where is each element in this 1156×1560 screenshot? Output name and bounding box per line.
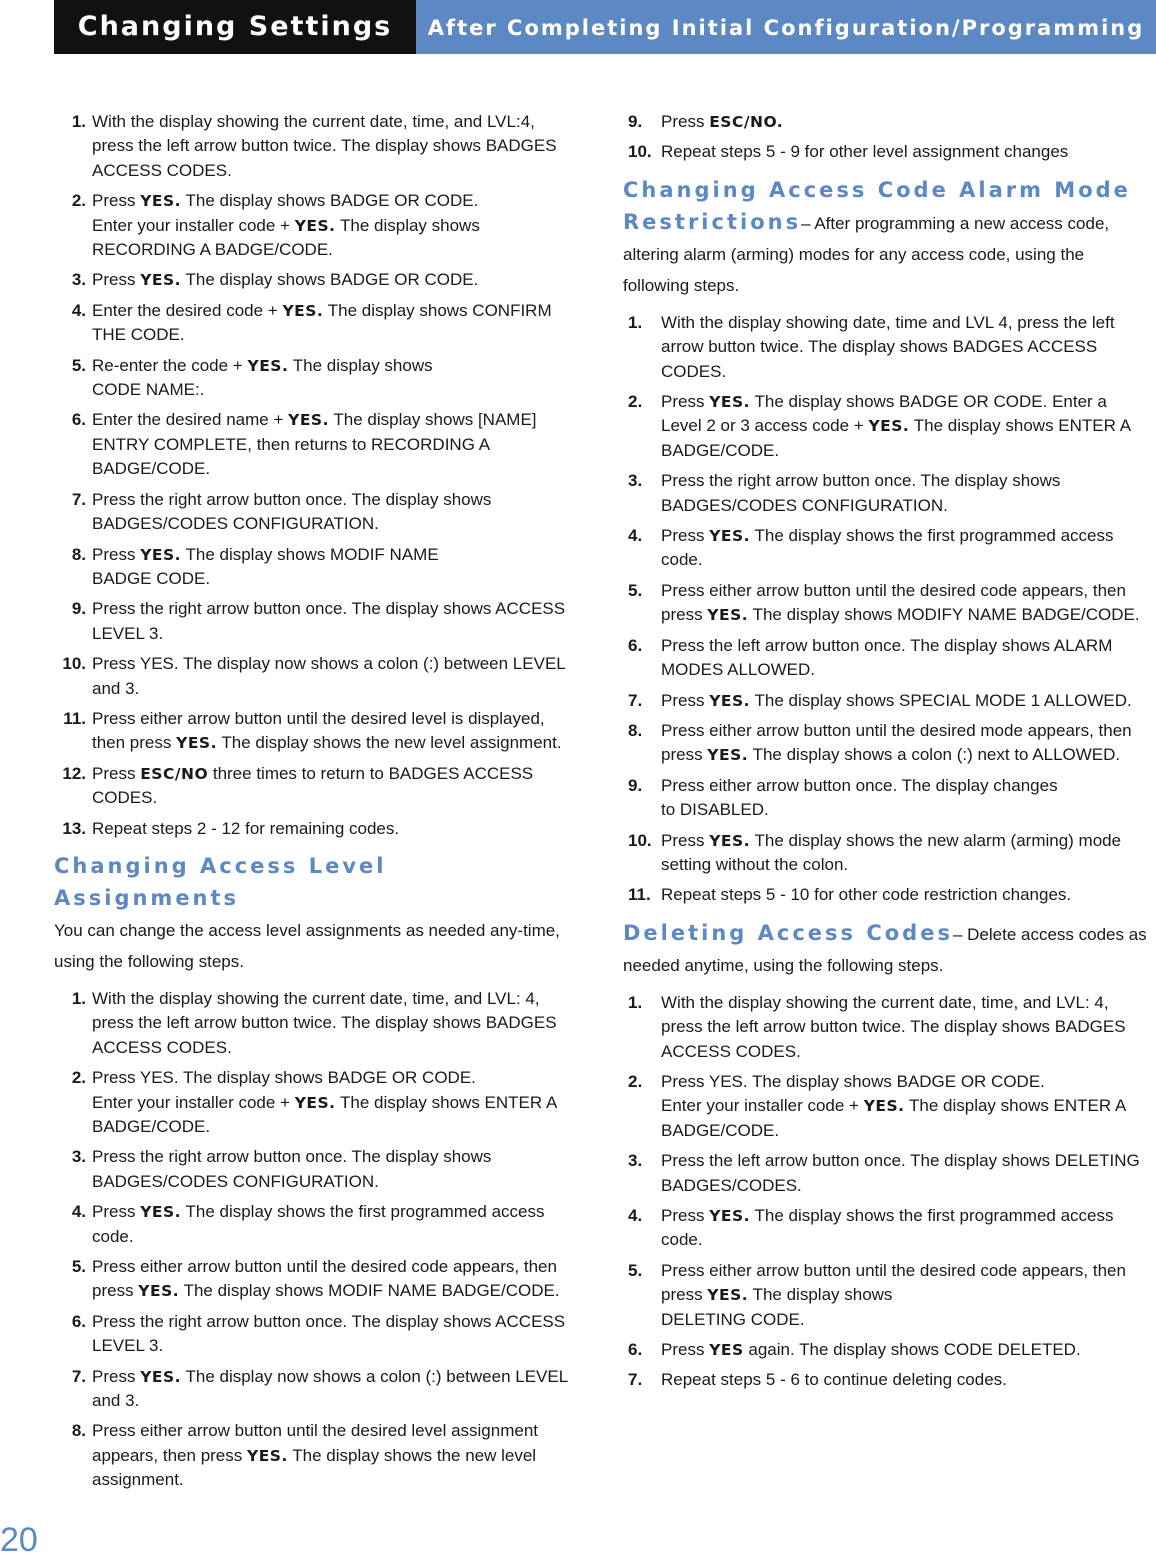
step-item bbox=[623, 579, 1151, 628]
key-label: YES. bbox=[709, 691, 751, 710]
key-label: YES. bbox=[140, 192, 182, 211]
step-item bbox=[54, 354, 578, 403]
step-text: Press bbox=[92, 544, 141, 564]
step-text: Repeat steps 5 - 9 for other level assignment changes bbox=[661, 142, 1069, 162]
step-text: The display now shows a colon (:) between LEVEL and 3. bbox=[92, 1366, 568, 1411]
step-item bbox=[623, 1204, 1151, 1253]
step-number: 6. bbox=[628, 635, 643, 655]
step-number: 9. bbox=[628, 775, 643, 795]
step-text: Press the right arrow button once. The display shows BADGES/CODES CONFIGURATION. bbox=[661, 471, 1061, 515]
step-text: Press either arrow button until the desired code appears, then press bbox=[661, 580, 1126, 625]
step-number: 3. bbox=[71, 1147, 86, 1167]
step-text: The display shows bbox=[748, 1285, 893, 1305]
step-number: 7. bbox=[71, 489, 86, 509]
step-text: With the display showing the current date, time, and LVL: 4, press the left arrow button twice. The display shows BADGES ACCESS CODES. bbox=[92, 988, 557, 1057]
key-label: YES. bbox=[294, 1093, 336, 1112]
step-item bbox=[623, 883, 1151, 907]
step-item bbox=[54, 987, 578, 1060]
step-item bbox=[54, 762, 578, 811]
step-item bbox=[54, 1066, 578, 1139]
key-label: YES. bbox=[246, 1446, 288, 1465]
step-text: Press the right arrow button once. The display shows BADGES/CODES CONFIGURATION. bbox=[92, 1147, 492, 1191]
step-number: 2. bbox=[628, 392, 643, 412]
step-text: Enter the desired name + bbox=[92, 410, 289, 430]
step-number: 3. bbox=[628, 1151, 643, 1171]
section-alarm-mode bbox=[623, 175, 1151, 301]
step-text: The display shows SPECIAL MODE 1 ALLOWED. bbox=[750, 690, 1132, 710]
section-access-level bbox=[54, 851, 578, 977]
step-text: The display shows RECORDING A BADGE/CODE. bbox=[92, 215, 480, 260]
step-text: The display shows [NAME] ENTRY COMPLETE, then returns to RECORDING A BADGE/CODE. bbox=[92, 410, 537, 479]
step-text: The display shows BADGE OR CODE. bbox=[181, 191, 479, 211]
step-number: 8. bbox=[71, 1421, 86, 1441]
key-label: YES. bbox=[140, 1367, 182, 1386]
step-text: Press bbox=[92, 1366, 141, 1386]
step-item bbox=[54, 1310, 578, 1359]
step-item bbox=[623, 311, 1151, 384]
step-item bbox=[54, 299, 578, 348]
step-text: The display shows the first programmed access code. bbox=[661, 1206, 1114, 1250]
step-number: 8. bbox=[628, 720, 643, 740]
step-text: Press bbox=[661, 690, 710, 710]
step-number: 1. bbox=[628, 992, 643, 1012]
step-number: 10. bbox=[628, 142, 652, 162]
step-text: Enter your installer code + bbox=[661, 1096, 864, 1116]
step-number: 1. bbox=[71, 988, 86, 1008]
step-item bbox=[54, 110, 578, 183]
step-number: 7. bbox=[71, 1366, 86, 1386]
step-item bbox=[54, 1255, 578, 1304]
key-label: YES. bbox=[294, 216, 336, 235]
key-label: YES. bbox=[247, 356, 289, 375]
key-label: YES. bbox=[707, 1286, 749, 1305]
key-label: YES. bbox=[707, 606, 749, 625]
step-text: With the display showing the current date, time, and LVL:4, press the left arrow button twice. The display shows BADGES ACCESS CODES. bbox=[92, 112, 557, 180]
step-item bbox=[54, 707, 578, 756]
step-text: Press bbox=[92, 1202, 141, 1222]
step-item bbox=[623, 689, 1151, 713]
step-number: 4. bbox=[628, 526, 643, 546]
step-item bbox=[623, 1338, 1151, 1362]
steps-list bbox=[623, 991, 1151, 1393]
step-text: Press bbox=[92, 270, 141, 290]
step-text: Press the right arrow button once. The display shows ACCESS LEVEL 3. bbox=[92, 1311, 566, 1356]
step-text: Press the right arrow button once. The display shows BADGES/CODES CONFIGURATION. bbox=[92, 489, 492, 534]
step-item bbox=[623, 719, 1151, 768]
step-item bbox=[54, 1145, 578, 1194]
right-column bbox=[623, 110, 1151, 1399]
step-text: Press YES. The display shows BADGE OR CODE. bbox=[92, 1068, 476, 1088]
section-title: Changing Access Level Assignments bbox=[54, 853, 387, 910]
key-label: ESC/NO. bbox=[709, 113, 784, 131]
key-label: YES. bbox=[138, 1282, 180, 1301]
step-text: The display shows MODIF NAME bbox=[181, 544, 439, 564]
key-label: YES. bbox=[707, 746, 749, 765]
key-label: YES. bbox=[140, 271, 182, 290]
key-label: YES. bbox=[140, 545, 182, 564]
key-label: YES. bbox=[863, 1097, 905, 1116]
step-item bbox=[54, 652, 578, 701]
step-item bbox=[623, 390, 1151, 463]
step-number: 3. bbox=[628, 471, 643, 491]
step-text: The display shows BADGE OR CODE. bbox=[181, 270, 479, 290]
step-item bbox=[623, 829, 1151, 878]
step-number: 6. bbox=[71, 1311, 86, 1331]
step-text: BADGE CODE. bbox=[92, 568, 211, 588]
key-label: YES. bbox=[709, 393, 751, 412]
step-number: 6. bbox=[628, 1340, 643, 1360]
step-text: The display shows MODIFY NAME BADGE/CODE. bbox=[748, 605, 1140, 625]
step-item bbox=[623, 524, 1151, 573]
step-text: Enter your installer code + bbox=[92, 215, 295, 235]
step-number: 4. bbox=[628, 1206, 643, 1225]
step-item bbox=[623, 469, 1151, 518]
step-item bbox=[54, 488, 578, 537]
page-number: 20 bbox=[0, 1521, 38, 1559]
step-text: The display shows a colon (:) next to ALLOWED. bbox=[748, 745, 1121, 765]
step-item bbox=[623, 1259, 1151, 1332]
section-title: Deleting Access Codes bbox=[623, 920, 953, 945]
step-text: Repeat steps 2 - 12 for remaining codes. bbox=[92, 818, 400, 838]
steps-list bbox=[54, 110, 578, 841]
step-text: The display shows the new level assignment. bbox=[92, 1445, 537, 1490]
step-item bbox=[54, 268, 578, 292]
step-text: With the display showing date, time and LVL 4, press the left arrow button twice. The display shows BADGES ACCESS CODES. bbox=[661, 312, 1115, 381]
key-label: ESC/NO bbox=[140, 764, 209, 783]
key-label: YES. bbox=[868, 417, 910, 436]
step-number: 5. bbox=[628, 1260, 643, 1280]
step-number: 2. bbox=[628, 1071, 643, 1091]
step-text: The display shows the new alarm (arming) mode setting without the colon. bbox=[661, 830, 1122, 874]
key-label: YES. bbox=[282, 301, 324, 320]
header-section-title: Changing Settings bbox=[54, 0, 416, 54]
step-text: Press bbox=[661, 830, 710, 850]
step-number: 4. bbox=[71, 1202, 86, 1222]
section-intro: – Delete access codes as needed anytime, using the following steps. bbox=[623, 924, 1147, 975]
step-number: 12. bbox=[62, 763, 86, 783]
step-item bbox=[623, 774, 1151, 823]
step-number: 10. bbox=[62, 654, 86, 674]
section-deleting bbox=[623, 918, 1151, 981]
step-text: The display shows the first programmed access code. bbox=[661, 526, 1114, 570]
step-text: three times to return to BADGES ACCESS CODES. bbox=[92, 763, 534, 808]
step-text: Press the left arrow button once. The display shows DELETING BADGES/CODES. bbox=[661, 1151, 1140, 1195]
step-number: 1. bbox=[628, 312, 643, 332]
steps-list bbox=[623, 311, 1151, 908]
step-text: Press either arrow button until the desired code appears, then press bbox=[661, 1260, 1126, 1305]
step-number: 4. bbox=[71, 300, 86, 320]
step-item bbox=[54, 189, 578, 262]
step-text: The display shows ENTER A BADGE/CODE. bbox=[661, 416, 1131, 460]
step-text: Press either arrow button until the desired level is displayed, then press bbox=[92, 708, 545, 753]
step-text: Press either arrow button until the desired level assignment appears, then press bbox=[92, 1421, 539, 1465]
step-item bbox=[54, 408, 578, 481]
key-label: YES. bbox=[140, 1203, 182, 1222]
step-text: Enter the desired code + bbox=[92, 300, 283, 320]
step-text: Press either arrow button once. The display changes bbox=[661, 775, 1058, 795]
step-item bbox=[623, 1149, 1151, 1198]
step-number: 2. bbox=[71, 1068, 86, 1088]
header-subtitle: After Completing Initial Configuration/Programming bbox=[416, 0, 1156, 54]
step-text: Repeat steps 5 - 6 to continue deleting codes. bbox=[661, 1370, 1007, 1390]
step-number: 13. bbox=[62, 818, 86, 838]
step-item bbox=[623, 634, 1151, 683]
step-text: DELETING CODE. bbox=[661, 1309, 805, 1329]
step-text: Press either arrow button until the desired code appears, then press bbox=[92, 1257, 557, 1301]
step-number: 6. bbox=[71, 410, 86, 430]
step-text: Press YES. The display shows BADGE OR CODE. bbox=[661, 1071, 1045, 1091]
step-text: The display shows ENTER A BADGE/CODE. bbox=[92, 1092, 557, 1136]
step-text: Press bbox=[661, 1340, 710, 1360]
step-text: The display shows BADGE OR CODE. Enter a Level 2 or 3 access code + bbox=[661, 392, 1107, 436]
step-text: Press either arrow button until the desired mode appears, then press bbox=[661, 720, 1132, 765]
key-label: YES. bbox=[288, 411, 329, 430]
step-number: 3. bbox=[71, 270, 86, 290]
steps-list bbox=[623, 110, 1151, 165]
left-column bbox=[54, 110, 578, 1499]
step-number: 7. bbox=[628, 1370, 643, 1390]
step-number: 5. bbox=[71, 1257, 86, 1277]
step-item bbox=[623, 1070, 1151, 1143]
step-text: CODE NAME:. bbox=[92, 380, 205, 400]
step-text: to DISABLED. bbox=[661, 800, 769, 820]
step-text: The display shows bbox=[288, 355, 433, 375]
step-number: 5. bbox=[628, 580, 643, 600]
step-text: Enter your installer code + bbox=[92, 1092, 295, 1112]
step-text: The display shows MODIF NAME BADGE/CODE. bbox=[179, 1281, 560, 1301]
step-number: 7. bbox=[628, 690, 643, 710]
step-item bbox=[623, 110, 1151, 134]
step-text: Press bbox=[661, 112, 710, 131]
step-number: 2. bbox=[71, 191, 86, 211]
step-item bbox=[623, 1368, 1151, 1392]
step-number: 8. bbox=[71, 544, 86, 564]
step-item bbox=[623, 991, 1151, 1064]
step-text: Press the right arrow button once. The display shows ACCESS LEVEL 3. bbox=[92, 599, 566, 643]
section-intro: You can change the access level assignments as needed any-time, using the following steps. bbox=[54, 920, 560, 971]
step-text: Press bbox=[661, 526, 710, 546]
step-item bbox=[54, 597, 578, 646]
step-number: 1. bbox=[71, 112, 86, 131]
step-text: Repeat steps 5 - 10 for other code restriction changes. bbox=[661, 885, 1072, 905]
step-number: 9. bbox=[71, 599, 86, 619]
step-text: Press bbox=[92, 763, 141, 783]
step-text: The display shows the new level assignment. bbox=[216, 733, 562, 753]
key-label: YES bbox=[709, 1341, 744, 1360]
step-text: Press bbox=[661, 1206, 710, 1225]
step-item bbox=[54, 817, 578, 841]
key-label: YES. bbox=[709, 1207, 751, 1225]
step-text: The display shows CONFIRM THE CODE. bbox=[92, 300, 552, 345]
section-intro: – After programming a new access code, altering alarm (arming) modes for any access code, using the following steps. bbox=[623, 213, 1110, 295]
step-item bbox=[54, 1419, 578, 1492]
key-label: YES. bbox=[176, 734, 217, 753]
step-text: With the display showing the current date, time, and LVL: 4, press the left arrow button twice. The display shows BADGES ACCESS CODES. bbox=[661, 992, 1126, 1061]
key-label: YES. bbox=[709, 831, 751, 850]
step-item bbox=[54, 1365, 578, 1414]
step-item bbox=[623, 140, 1151, 164]
step-number: 9. bbox=[628, 112, 643, 131]
section-title: Changing Access Code Alarm Mode Restrictions bbox=[623, 177, 1131, 234]
step-text: Press YES. The display now shows a colon (:) between LEVEL and 3. bbox=[92, 654, 566, 698]
step-text: Press bbox=[661, 392, 710, 412]
step-text: The display shows ENTER A BADGE/CODE. bbox=[661, 1096, 1126, 1140]
step-number: 11. bbox=[628, 885, 651, 905]
step-number: 5. bbox=[71, 355, 86, 375]
step-text: Press bbox=[92, 191, 141, 211]
step-number: 10. bbox=[628, 830, 652, 850]
step-text: Re-enter the code + bbox=[92, 355, 248, 375]
step-text: again. The display shows CODE DELETED. bbox=[743, 1340, 1081, 1360]
step-item bbox=[54, 1200, 578, 1249]
step-text: Press the left arrow button once. The display shows ALARM MODES ALLOWED. bbox=[661, 635, 1113, 680]
key-label: YES. bbox=[709, 527, 751, 546]
step-item bbox=[54, 543, 578, 592]
steps-list bbox=[54, 987, 578, 1493]
step-text: The display shows the first programmed access code. bbox=[92, 1202, 545, 1246]
step-number: 11. bbox=[63, 708, 86, 728]
